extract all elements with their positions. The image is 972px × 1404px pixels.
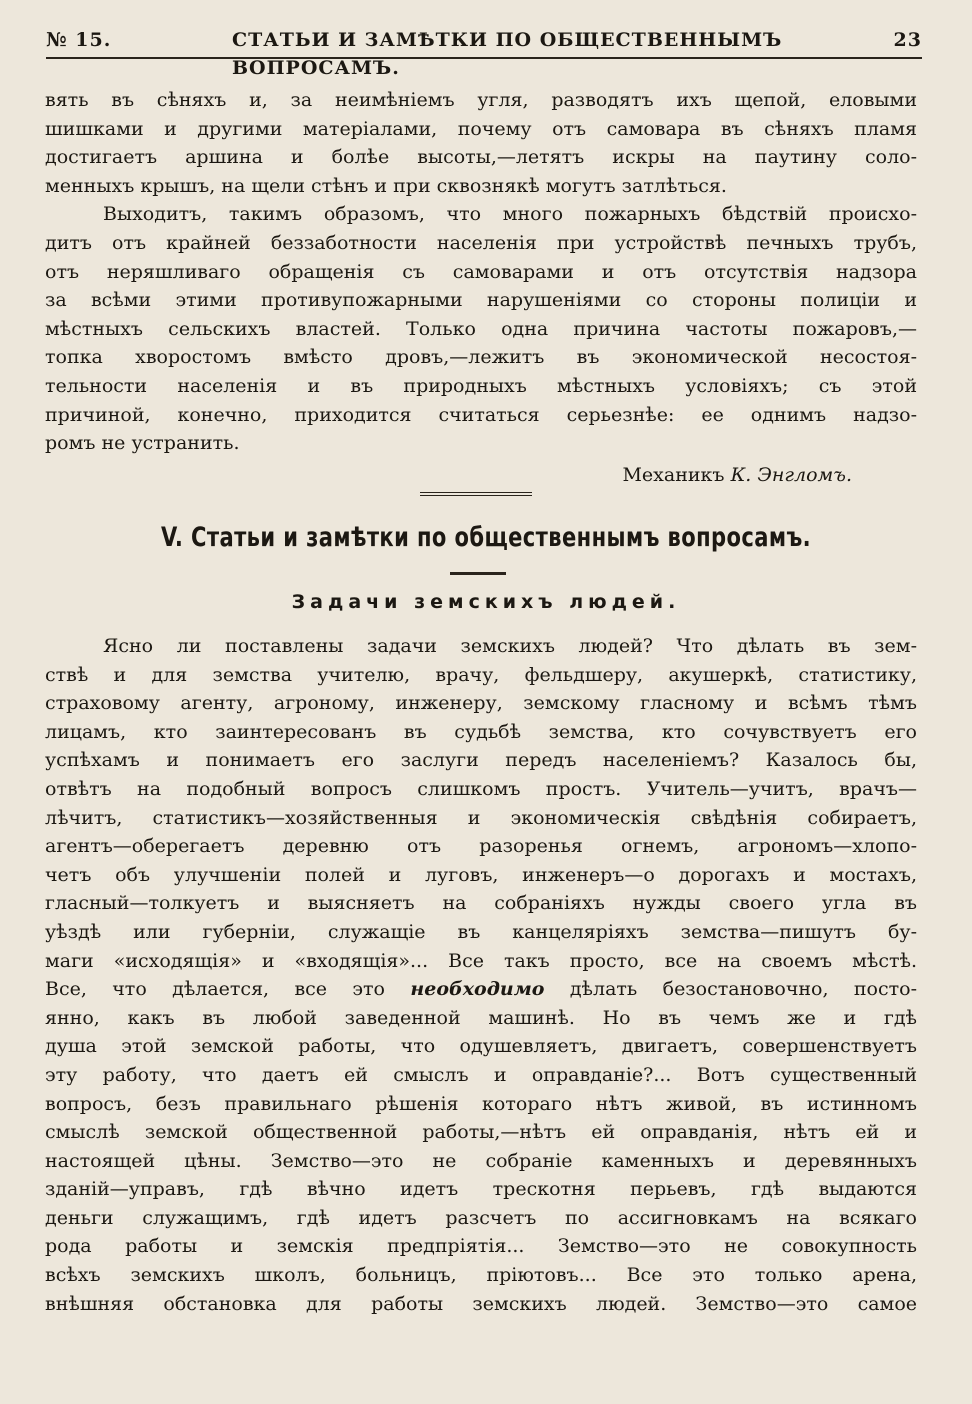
text-line: настоящей цѣны. Земство—это не собраніе каменныхъ и деревянныхъ (45, 1149, 917, 1172)
signature-prefix: Механикъ (622, 464, 725, 486)
text-line: достигаетъ аршина и болѣе высоты,—летятъ искры на паутину соло- (45, 146, 917, 169)
article-title: Задачи земскихъ людей. (291, 591, 681, 613)
section-title: V. Статьи и замѣтки по общественнымъ вопросамъ. (160, 522, 812, 553)
text-line: гласный—толкуетъ и выясняетъ на собраніяхъ нужды своего угла въ (45, 892, 917, 915)
text-line: деньги служащимъ, гдѣ идетъ разсчетъ по ассигновкамъ на всякаго (45, 1206, 917, 1229)
signature-author: К. Энгломъ. (730, 464, 852, 486)
text-line: успѣхамъ и понимаетъ его заслуги передъ населеніемъ? Казалось бы, (45, 749, 917, 772)
page-number: 23 (893, 29, 922, 51)
section-divider (420, 492, 532, 496)
text-line: шишками и другими матеріалами, почему отъ самовара въ сѣняхъ пламя (45, 117, 917, 140)
text-line: маги «исходящія» и «входящія»... Все такъ просто, все на своемъ мѣстѣ. (45, 949, 917, 972)
issue-number: № 15. (46, 29, 112, 51)
text-line: янно, какъ въ любой заведенной машинѣ. Но въ чемъ же и гдѣ (45, 1006, 917, 1029)
text-line: за всѣми этими противупожарными нарушеніями со стороны полиціи и (45, 289, 917, 312)
text-line: эту работу, что даетъ ей смыслъ и оправданіе?... Вотъ существенный (45, 1063, 917, 1086)
text-line: причиной, конечно, приходится считаться серьезнѣе: ее однимъ надзо- (45, 403, 917, 426)
text-line: мѣстныхъ сельскихъ властей. Только одна причина частоты пожаровъ,— (45, 317, 917, 340)
text-line: страховому агенту, агроному, инженеру, земскому гласному и всѣмъ тѣмъ (45, 692, 917, 715)
text-line: вять въ сѣняхъ и, за неимѣніемъ угля, разводятъ ихъ щепой, еловыми (45, 89, 917, 111)
running-header (46, 26, 922, 79)
text-line: смыслѣ земской общественной работы,—нѣтъ ей оправданія, нѣтъ ей и (45, 1121, 917, 1144)
text-line (45, 975, 917, 1004)
signature (622, 464, 852, 486)
running-title: СТАТЬИ И ЗАМѢТКИ ПО ОБЩЕСТВЕННЫМЪ ВОПРОСАМЪ. (232, 29, 783, 79)
text-segment: Все, что дѣлается, все это (45, 978, 385, 1001)
header-rule (46, 57, 922, 59)
text-line: уѣздѣ или губерніи, служащіе въ канцеляріяхъ земства—пишутъ бу- (45, 920, 917, 943)
text-line: дитъ отъ крайней беззаботности населенія при устройствѣ печныхъ трубъ, (45, 231, 917, 254)
article-body (45, 632, 917, 1318)
text-line: отвѣтъ на подобный вопросъ слишкомъ простъ. Учитель—учитъ, врачъ— (45, 777, 917, 800)
text-line: всѣхъ земскихъ школъ, больницъ, пріютовъ... Все это только арена, (45, 1264, 917, 1287)
text-line: лѣчитъ, статистикъ—хозяйственныя и экономическія свѣдѣнія собираетъ, (45, 806, 917, 829)
text-line: топка хворостомъ вмѣсто дровъ,—лежитъ въ экономической несостоя- (45, 346, 917, 369)
text-line: вопросъ, безъ правильнаго рѣшенія котораго нѣтъ живой, въ истинномъ (45, 1092, 917, 1115)
text-line: душа этой земской работы, что одушевляетъ, двигаетъ, совершенствуетъ (45, 1035, 917, 1058)
text-line: лицамъ, кто заинтересованъ въ судьбѣ земства, кто сочувствуетъ его (45, 720, 917, 743)
text-line: ромъ не устранить. (45, 432, 240, 455)
text-line: Ясно ли поставлены задачи земскихъ людей? Что дѣлать въ зем- (103, 635, 917, 657)
emphasized-word: необходимо (410, 978, 545, 1001)
previous-article-ending (45, 86, 917, 458)
text-line: внѣшняя обстановка для работы земскихъ людей. Земство—это самое (45, 1292, 917, 1315)
text-line: четъ объ улучшеніи полей и луговъ, инженеръ—о дорогахъ и мостахъ, (45, 863, 917, 886)
text-line: ствѣ и для земства учителю, врачу, фельдшеру, акушеркѣ, статистику, (45, 663, 917, 686)
text-line: зданій—управъ, гдѣ вѣчно идетъ трескотня перьевъ, гдѣ выдаются (45, 1178, 917, 1201)
text-line: менныхъ крышъ, на щели стѣнъ и при сквознякѣ могутъ затлѣться. (45, 174, 727, 197)
text-line: агентъ—оберегаетъ деревню отъ разоренья огнемъ, агрономъ—хлопо- (45, 835, 917, 858)
title-rule (450, 572, 506, 575)
text-line: отъ неряшливаго обращенія съ самоварами и отъ отсутствія надзора (45, 260, 917, 283)
text-line: Выходитъ, такимъ образомъ, что много пожарныхъ бѣдствій происхо- (103, 203, 917, 226)
text-segment: дѣлать безостановочно, посто- (569, 978, 918, 1001)
text-line: тельности населенія и въ природныхъ мѣстныхъ условіяхъ; съ этой (45, 374, 917, 397)
text-line: рода работы и земскія предпріятія... Земство—это не совокупность (45, 1235, 917, 1258)
